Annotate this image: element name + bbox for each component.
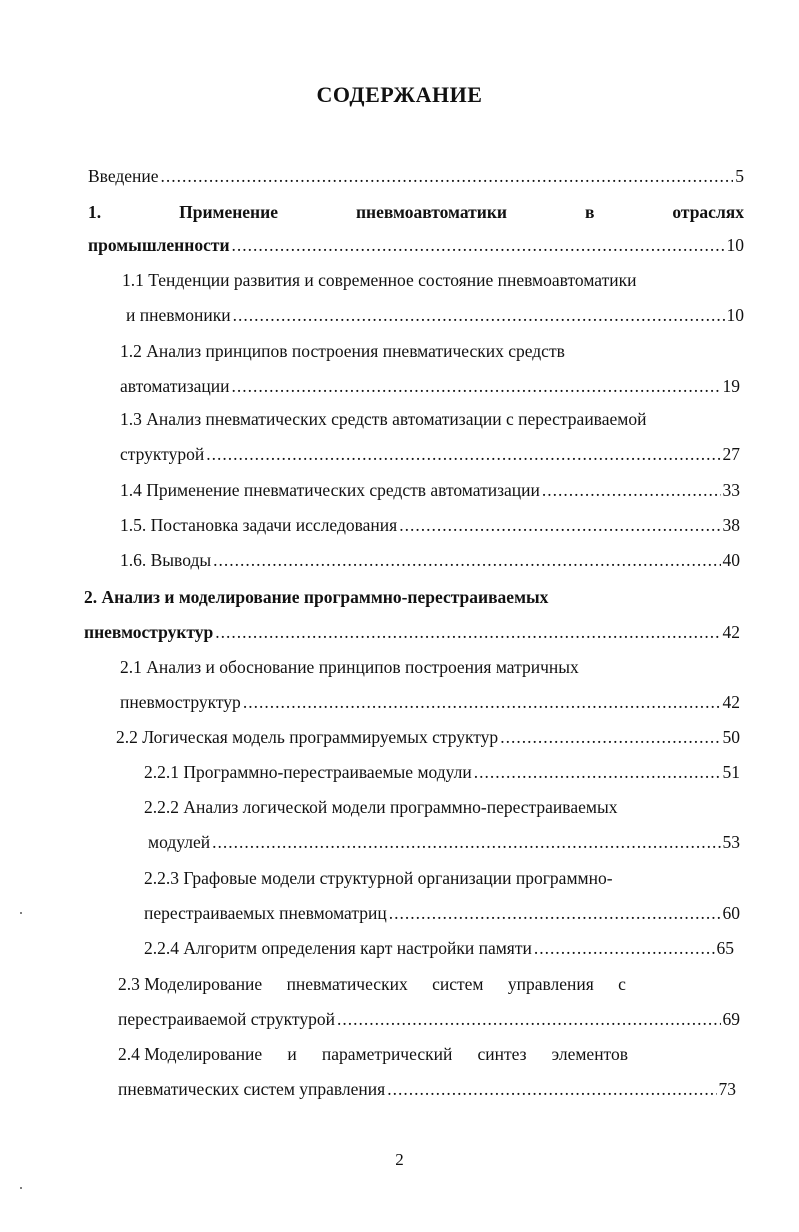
toc-leader-dots bbox=[399, 512, 720, 538]
toc-leader-dots bbox=[243, 689, 721, 715]
toc-word: 2.4 Моделирование bbox=[118, 1044, 263, 1064]
toc-word: 2.3 Моделирование bbox=[118, 974, 263, 994]
toc-entry-2-2-4[interactable] bbox=[144, 935, 734, 961]
toc-leader-dots bbox=[232, 373, 721, 399]
toc-word: с bbox=[618, 974, 626, 994]
toc-word: элементов bbox=[551, 1044, 628, 1064]
toc-chapter-1-heading[interactable] bbox=[88, 199, 744, 225]
toc-entry-text: пневматических систем управления bbox=[118, 1079, 386, 1099]
toc-page-number: 53 bbox=[722, 832, 740, 852]
toc-page-number: 10 bbox=[726, 235, 744, 255]
toc-entry-text: автоматизации bbox=[120, 376, 230, 396]
toc-entry-text: 2.2.1 Программно-перестраиваемые модули bbox=[144, 762, 472, 782]
toc-word: в bbox=[584, 202, 595, 222]
toc-leader-dots bbox=[534, 935, 715, 961]
toc-leader-dots bbox=[500, 724, 720, 750]
toc-leader-dots bbox=[474, 759, 721, 785]
toc-entry-2-4[interactable] bbox=[118, 1076, 736, 1102]
toc-entry-2-1-line1[interactable]: 2.1 Анализ и обоснование принципов построения матричных bbox=[120, 657, 579, 677]
toc-word: систем bbox=[432, 974, 484, 994]
toc-entry-text: модулей bbox=[148, 832, 211, 852]
scan-speck bbox=[20, 1187, 22, 1189]
toc-page-number: 73 bbox=[718, 1079, 736, 1099]
toc-entry-1-2[interactable] bbox=[120, 373, 740, 399]
toc-chapter-2-cont[interactable] bbox=[84, 619, 740, 645]
toc-leader-dots bbox=[387, 1076, 716, 1102]
toc-entry-intro[interactable] bbox=[88, 163, 744, 189]
toc-entry-text: 2.2.4 Алгоритм определения карт настройки памяти bbox=[144, 938, 532, 958]
toc-entry-2-2-3[interactable] bbox=[144, 900, 740, 926]
scan-speck bbox=[20, 912, 22, 914]
toc-entry-1-2-line1[interactable]: 1.2 Анализ принципов построения пневматических средств bbox=[120, 341, 565, 361]
toc-leader-dots bbox=[161, 163, 734, 189]
toc-page-number: 60 bbox=[722, 903, 740, 923]
page-title: СОДЕРЖАНИЕ bbox=[316, 82, 483, 107]
toc-entry-text: 1.6. Выводы bbox=[120, 550, 212, 570]
toc-word: пневмоавтоматики bbox=[355, 202, 507, 222]
toc-entry-1-5[interactable] bbox=[120, 512, 740, 538]
toc-entry-text: пневмоструктур bbox=[84, 622, 214, 642]
toc-word: Применение bbox=[179, 202, 278, 222]
toc-chapter-2-heading[interactable]: 2. Анализ и моделирование программно-перестраиваемых bbox=[84, 587, 549, 607]
toc-page-number: 65 bbox=[716, 938, 734, 958]
toc-page-number: 42 bbox=[722, 622, 740, 642]
toc-entry-1-1-line1[interactable]: 1.1 Тенденции развития и современное состояние пневмоавтоматики bbox=[122, 270, 637, 290]
toc-chapter-1-cont[interactable] bbox=[88, 232, 744, 258]
toc-word: управления bbox=[507, 974, 594, 994]
toc-entry-1-3[interactable] bbox=[120, 441, 740, 467]
toc-leader-dots bbox=[212, 829, 720, 855]
toc-word: пневматических bbox=[286, 974, 408, 994]
toc-entry-text: пневмоструктур bbox=[120, 692, 241, 712]
toc-page-number: 40 bbox=[722, 550, 740, 570]
toc-entry-2-2[interactable] bbox=[116, 724, 740, 750]
toc-leader-dots bbox=[215, 619, 720, 645]
toc-entry-2-4-line1[interactable] bbox=[118, 1041, 628, 1067]
toc-leader-dots bbox=[213, 547, 720, 573]
toc-page-number: 19 bbox=[722, 376, 740, 396]
toc-entry-2-3[interactable] bbox=[118, 1006, 740, 1032]
toc-leader-dots bbox=[206, 441, 720, 467]
toc-page-number: 50 bbox=[722, 727, 740, 747]
toc-entry-text: 1.4 Применение пневматических средств автоматизации bbox=[120, 480, 540, 500]
toc-entry-2-3-line1[interactable] bbox=[118, 971, 626, 997]
toc-word: и bbox=[287, 1044, 297, 1064]
toc-entry-2-2-1[interactable] bbox=[144, 759, 740, 785]
toc-entry-text: 1.5. Постановка задачи исследования bbox=[120, 515, 398, 535]
toc-page-number: 38 bbox=[722, 515, 740, 535]
toc-entry-1-1[interactable] bbox=[126, 302, 744, 328]
toc-word: отраслях bbox=[672, 202, 744, 222]
toc-entry-2-1[interactable] bbox=[120, 689, 740, 715]
toc-entry-text: 2.2 Логическая модель программируемых структур bbox=[116, 727, 499, 747]
toc-leader-dots bbox=[337, 1006, 721, 1032]
toc-entry-text: Введение bbox=[88, 166, 159, 186]
toc-page-number: 10 bbox=[726, 305, 744, 325]
toc-page-number: 27 bbox=[722, 444, 740, 464]
toc-leader-dots bbox=[542, 477, 721, 503]
toc-entry-text: и пневмоники bbox=[126, 305, 231, 325]
toc-leader-dots bbox=[233, 302, 725, 328]
toc-entry-2-2-2[interactable] bbox=[148, 829, 740, 855]
toc-entry-text: структурой bbox=[120, 444, 205, 464]
toc-entry-1-6[interactable] bbox=[120, 547, 740, 573]
toc-entry-text: промышленности bbox=[88, 235, 230, 255]
toc-leader-dots bbox=[389, 900, 721, 926]
toc-page-number: 51 bbox=[722, 762, 740, 782]
toc-entry-text: перестраиваемых пневмоматриц bbox=[144, 903, 387, 923]
toc-chapter-number: 1. bbox=[88, 202, 102, 222]
toc-word: параметрический bbox=[321, 1044, 453, 1064]
page-number: 2 bbox=[395, 1150, 404, 1169]
toc-entry-2-2-2-line1[interactable]: 2.2.2 Анализ логической модели программно-перестраиваемых bbox=[144, 797, 618, 817]
toc-page-number: 33 bbox=[722, 480, 740, 500]
toc-page-number: 5 bbox=[735, 166, 744, 186]
toc-entry-1-3-line1[interactable]: 1.3 Анализ пневматических средств автоматизации с перестраиваемой bbox=[120, 409, 647, 429]
toc-page-number: 69 bbox=[722, 1009, 740, 1029]
toc-leader-dots bbox=[232, 232, 725, 258]
toc-entry-text: перестраиваемой структурой bbox=[118, 1009, 335, 1029]
toc-entry-1-4[interactable] bbox=[120, 477, 740, 503]
toc-entry-2-2-3-line1[interactable]: 2.2.3 Графовые модели структурной организации программно- bbox=[144, 868, 613, 888]
toc-page-number: 42 bbox=[722, 692, 740, 712]
toc-word: синтез bbox=[477, 1044, 527, 1064]
